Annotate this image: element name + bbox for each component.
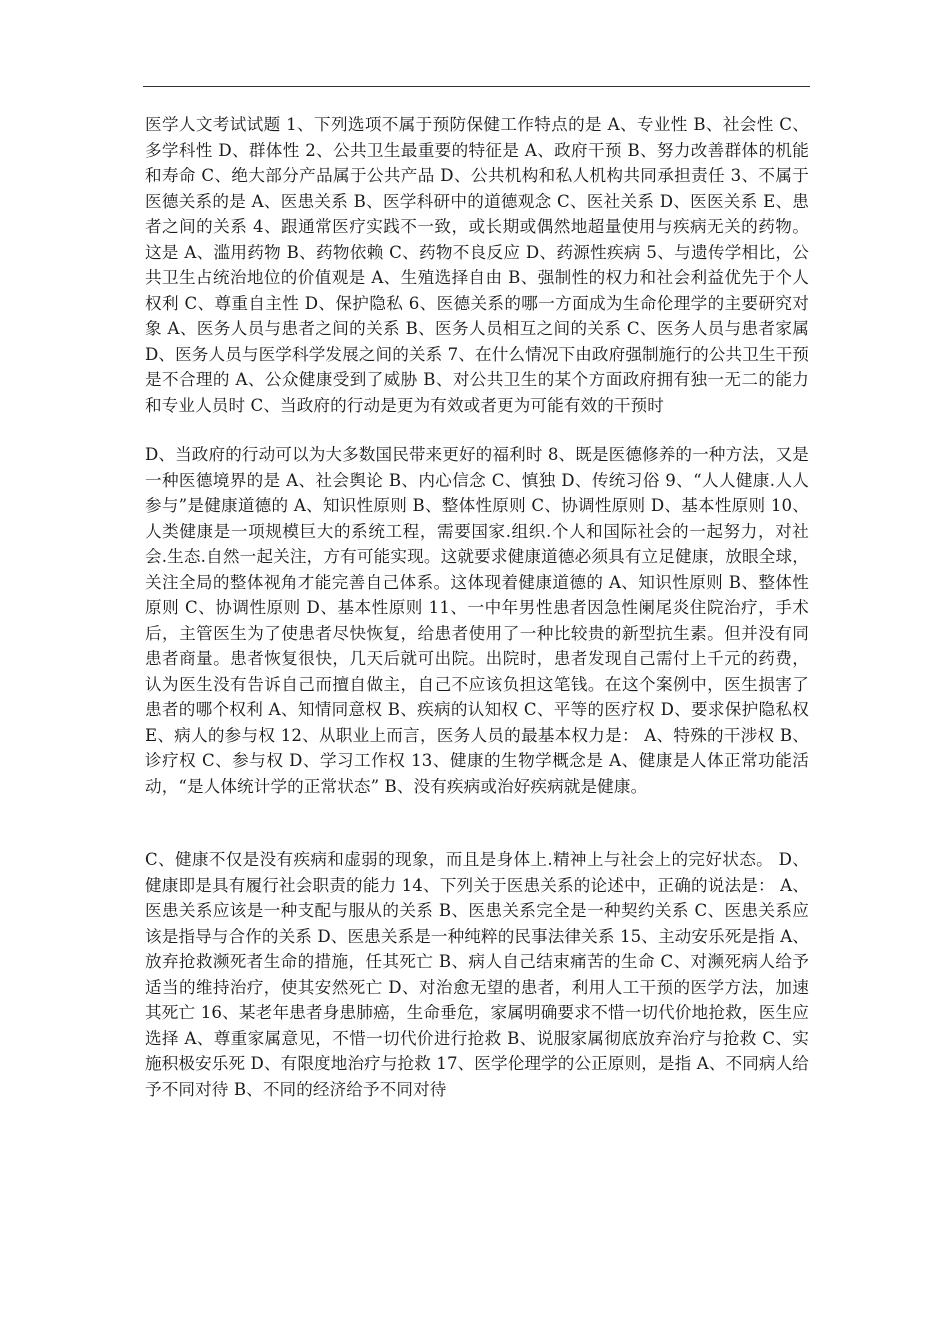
header-rule xyxy=(143,86,810,87)
document-body xyxy=(145,112,809,1102)
paragraph-1: 医学人文考试试题 1、下列选项不属于预防保健工作特点的是 A、专业性 B、社会性 C、多学科性 D、群体性 2、公共卫生最重要的特征是 A、政府干预 B、努力改善群体的机能和寿命 C、绝大部分产品属于公共产品 D、公共机构和私人机构共同承担责任 3、不属于医德关系的是 A、医患关系 B、医学科研中的道德观念 C、医社关系 D、医医关系 E、患者之间的关系 4、跟通常医疗实践不一致，或长期或偶然地超量使用与疾病无关的药物。这是 A、滥用药物 B、药物依赖 C、药物不良反应 D、药源性疾病 5、与遗传学相比，公共卫生占统治地位的价值观是 A、生殖选择自由 B、强制性的权力和社会利益优先于个人权利 C、尊重自主性 D、保护隐私 6、医德关系的哪一方面成为生命伦理学的主要研究对象 A、医务人员与患者之间的关系 B、医务人员相互之间的关系 C、医务人员与患者家属 D、医务人员与医学科学发展之间的关系 7、在什么情况下由政府强制施行的公共卫生干预是不合理的 A、公众健康受到了威胁 B、对公共卫生的某个方面政府拥有独一无二的能力和专业人员时 C、当政府的行动是更为有效或者更为可能有效的干预时 xyxy=(145,115,809,415)
paragraph-3: C、健康不仅是没有疾病和虚弱的现象，而且是身体上.精神上与社会上的完好状态。 D、健康即是具有履行社会职责的能力 14、下列关于医患关系的论述中，正确的说法是： A、医患关系应该是一种支配与服从的关系 B、医患关系完全是一种契约关系 C、医患关系应该是指导与合作的关系 D、医患关系是一种纯粹的民事法律关系 15、主动安乐死是指 A、放弃抢救濒死者生命的措施，任其死亡 B、病人自己结束痛苦的生命 C、对濒死病人给予适当的维持治疗，使其安然死亡 D、对治愈无望的患者，利用人工干预的医学方法，加速其死亡 16、某老年患者身患肺癌，生命垂危，家属明确要求不惜一切代价地抢救，医生应选择 A、尊重家属意见，不惜一切代价进行抢救 B、说服家属彻底放弃治疗与抢救 C、实施积极安乐死 D、有限度地治疗与抢救 17、医学伦理学的公正原则，是指 A、不同病人给予不同对待 B、不同的经济给予不同对待 xyxy=(145,850,809,1099)
paragraph-2: D、当政府的行动可以为大多数国民带来更好的福利时 8、既是医德修养的一种方法，又是一种医德境界的是 A、社会舆论 B、内心信念 C、慎独 D、传统习俗 9、“人人健康.人人参与”是健康道德的 A、知识性原则 B、整体性原则 C、协调性原则 D、基本性原则 10、人类健康是一项规模巨大的系统工程，需要国家.组织.个人和国际社会的一起努力，对社会.生态.自然一起关注，方有可能实现。这就要求健康道德必须具有立足健康，放眼全球，关注全局的整体视角才能完善自己体系。这体现着健康道德的 A、知识性原则 B、整体性原则 C、协调性原则 D、基本性原则 11、一中年男性患者因急性阑尾炎住院治疗，手术后，主管医生为了使患者尽快恢复，给患者使用了一种比较贵的新型抗生素。但并没有同患者商量。患者恢复很快，几天后就可出院。出院时，患者发现自己需付上千元的药费，认为医生没有告诉自己而擅自做主，自己不应该负担这笔钱。在这个案例中，医生损害了患者的哪个权利 A、知情同意权 B、疾病的认知权 C、平等的医疗权 D、要求保护隐私权 E、病人的参与权 12、从职业上而言，医务人员的最基本权力是： A、特殊的干涉权 B、诊疗权 C、参与权 D、学习工作权 13、健康的生物学概念是 A、健康是人体正常功能活动，“是人体统计学的正常状态” B、没有疾病或治好疾病就是健康。 xyxy=(145,445,809,796)
